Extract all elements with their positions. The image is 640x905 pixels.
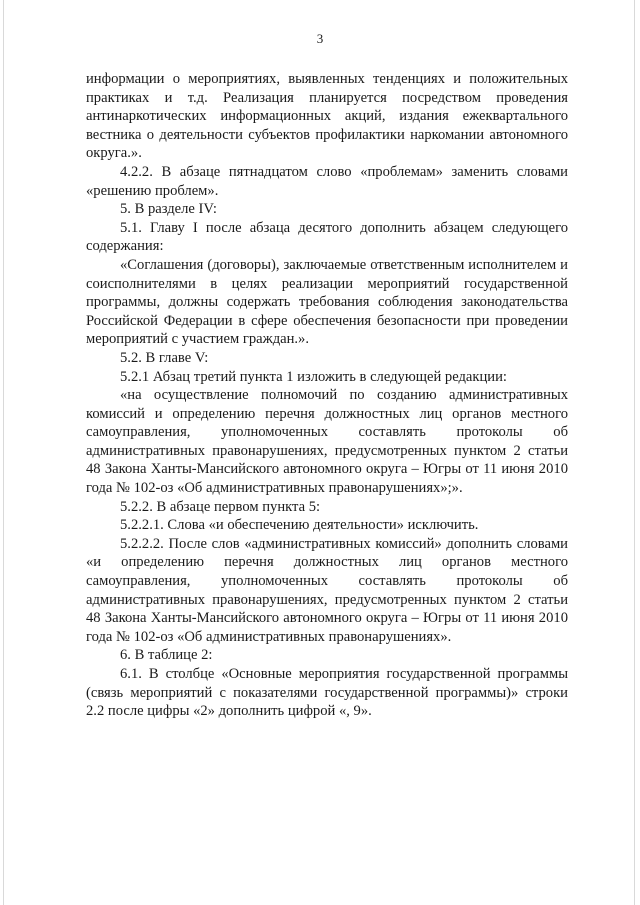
paragraph: 5.2.1 Абзац третий пункта 1 изложить в следующей редакции: xyxy=(120,368,507,385)
scan-edge-right xyxy=(634,0,635,905)
paragraph: 4.2.2. В абзаце пятнадцатом слово «проблемам» заменить словами «решению проблем». xyxy=(86,163,568,199)
paragraph: «на осуществление полномочий по созданию административных комиссий и определению перечня должностных лиц органов местного самоуправления, уполномоченных составлять протоколы об административных правонарушениях, предусмотренных пунктом 2 статьи 48 Закона Ханты-Мансийского автономного округа – Югры от 11 июня 2010 года № 102-оз «Об административных правонарушениях»;». xyxy=(86,387,568,497)
scan-edge-left xyxy=(3,0,4,905)
paragraph: 6. В таблице 2: xyxy=(120,647,213,664)
paragraph: 5.2.2.2. После слов «административных комиссий» дополнить словами «и определению перечня должностных лиц органов местного самоуправления, уполномоченных составлять протоколы об административных правонарушениях, предусмотренных пунктом 2 статьи 48 Закона Ханты-Мансийского автономного округа – Югры от 11 июня 2010 года № 102-оз «Об административных правонарушениях». xyxy=(86,535,568,645)
paragraph: 5.2.2.1. Слова «и обеспечению деятельности» исключить. xyxy=(120,517,479,534)
paragraph: 5.2. В главе V: xyxy=(120,349,209,366)
paragraph: 6.1. В столбце «Основные мероприятия государственной программы (связь мероприятий с показателями государственной программы)» строки 2.2 после цифры «2» дополнить цифрой «, 9». xyxy=(86,666,568,720)
paragraph: информации о мероприятиях, выявленных тенденциях и положительных практиках и т.д. Реализация планируется посредством проведения антинаркотических информационных акций, издания ежеквартального вестника о деятельности субъектов профилактики наркомании автономного округа.». xyxy=(86,71,568,162)
page-number: 3 xyxy=(316,31,324,46)
paragraph: 5.1. Главу I после абзаца десятого дополнить абзацем следующего содержания: xyxy=(86,219,568,255)
document-body xyxy=(86,70,568,721)
paragraph: 5. В разделе IV: xyxy=(120,201,217,218)
paragraph: «Соглашения (договоры), заключаемые ответственным исполнителем и соисполнителями в целях реализации мероприятий государственной программы, должны содержать требования соблюдения законодательства Российской Федерации в сфере обеспечения безопасности при проведении мероприятий с участием граждан.». xyxy=(86,256,568,348)
paragraph: 5.2.2. В абзаце первом пункта 5: xyxy=(120,498,321,515)
